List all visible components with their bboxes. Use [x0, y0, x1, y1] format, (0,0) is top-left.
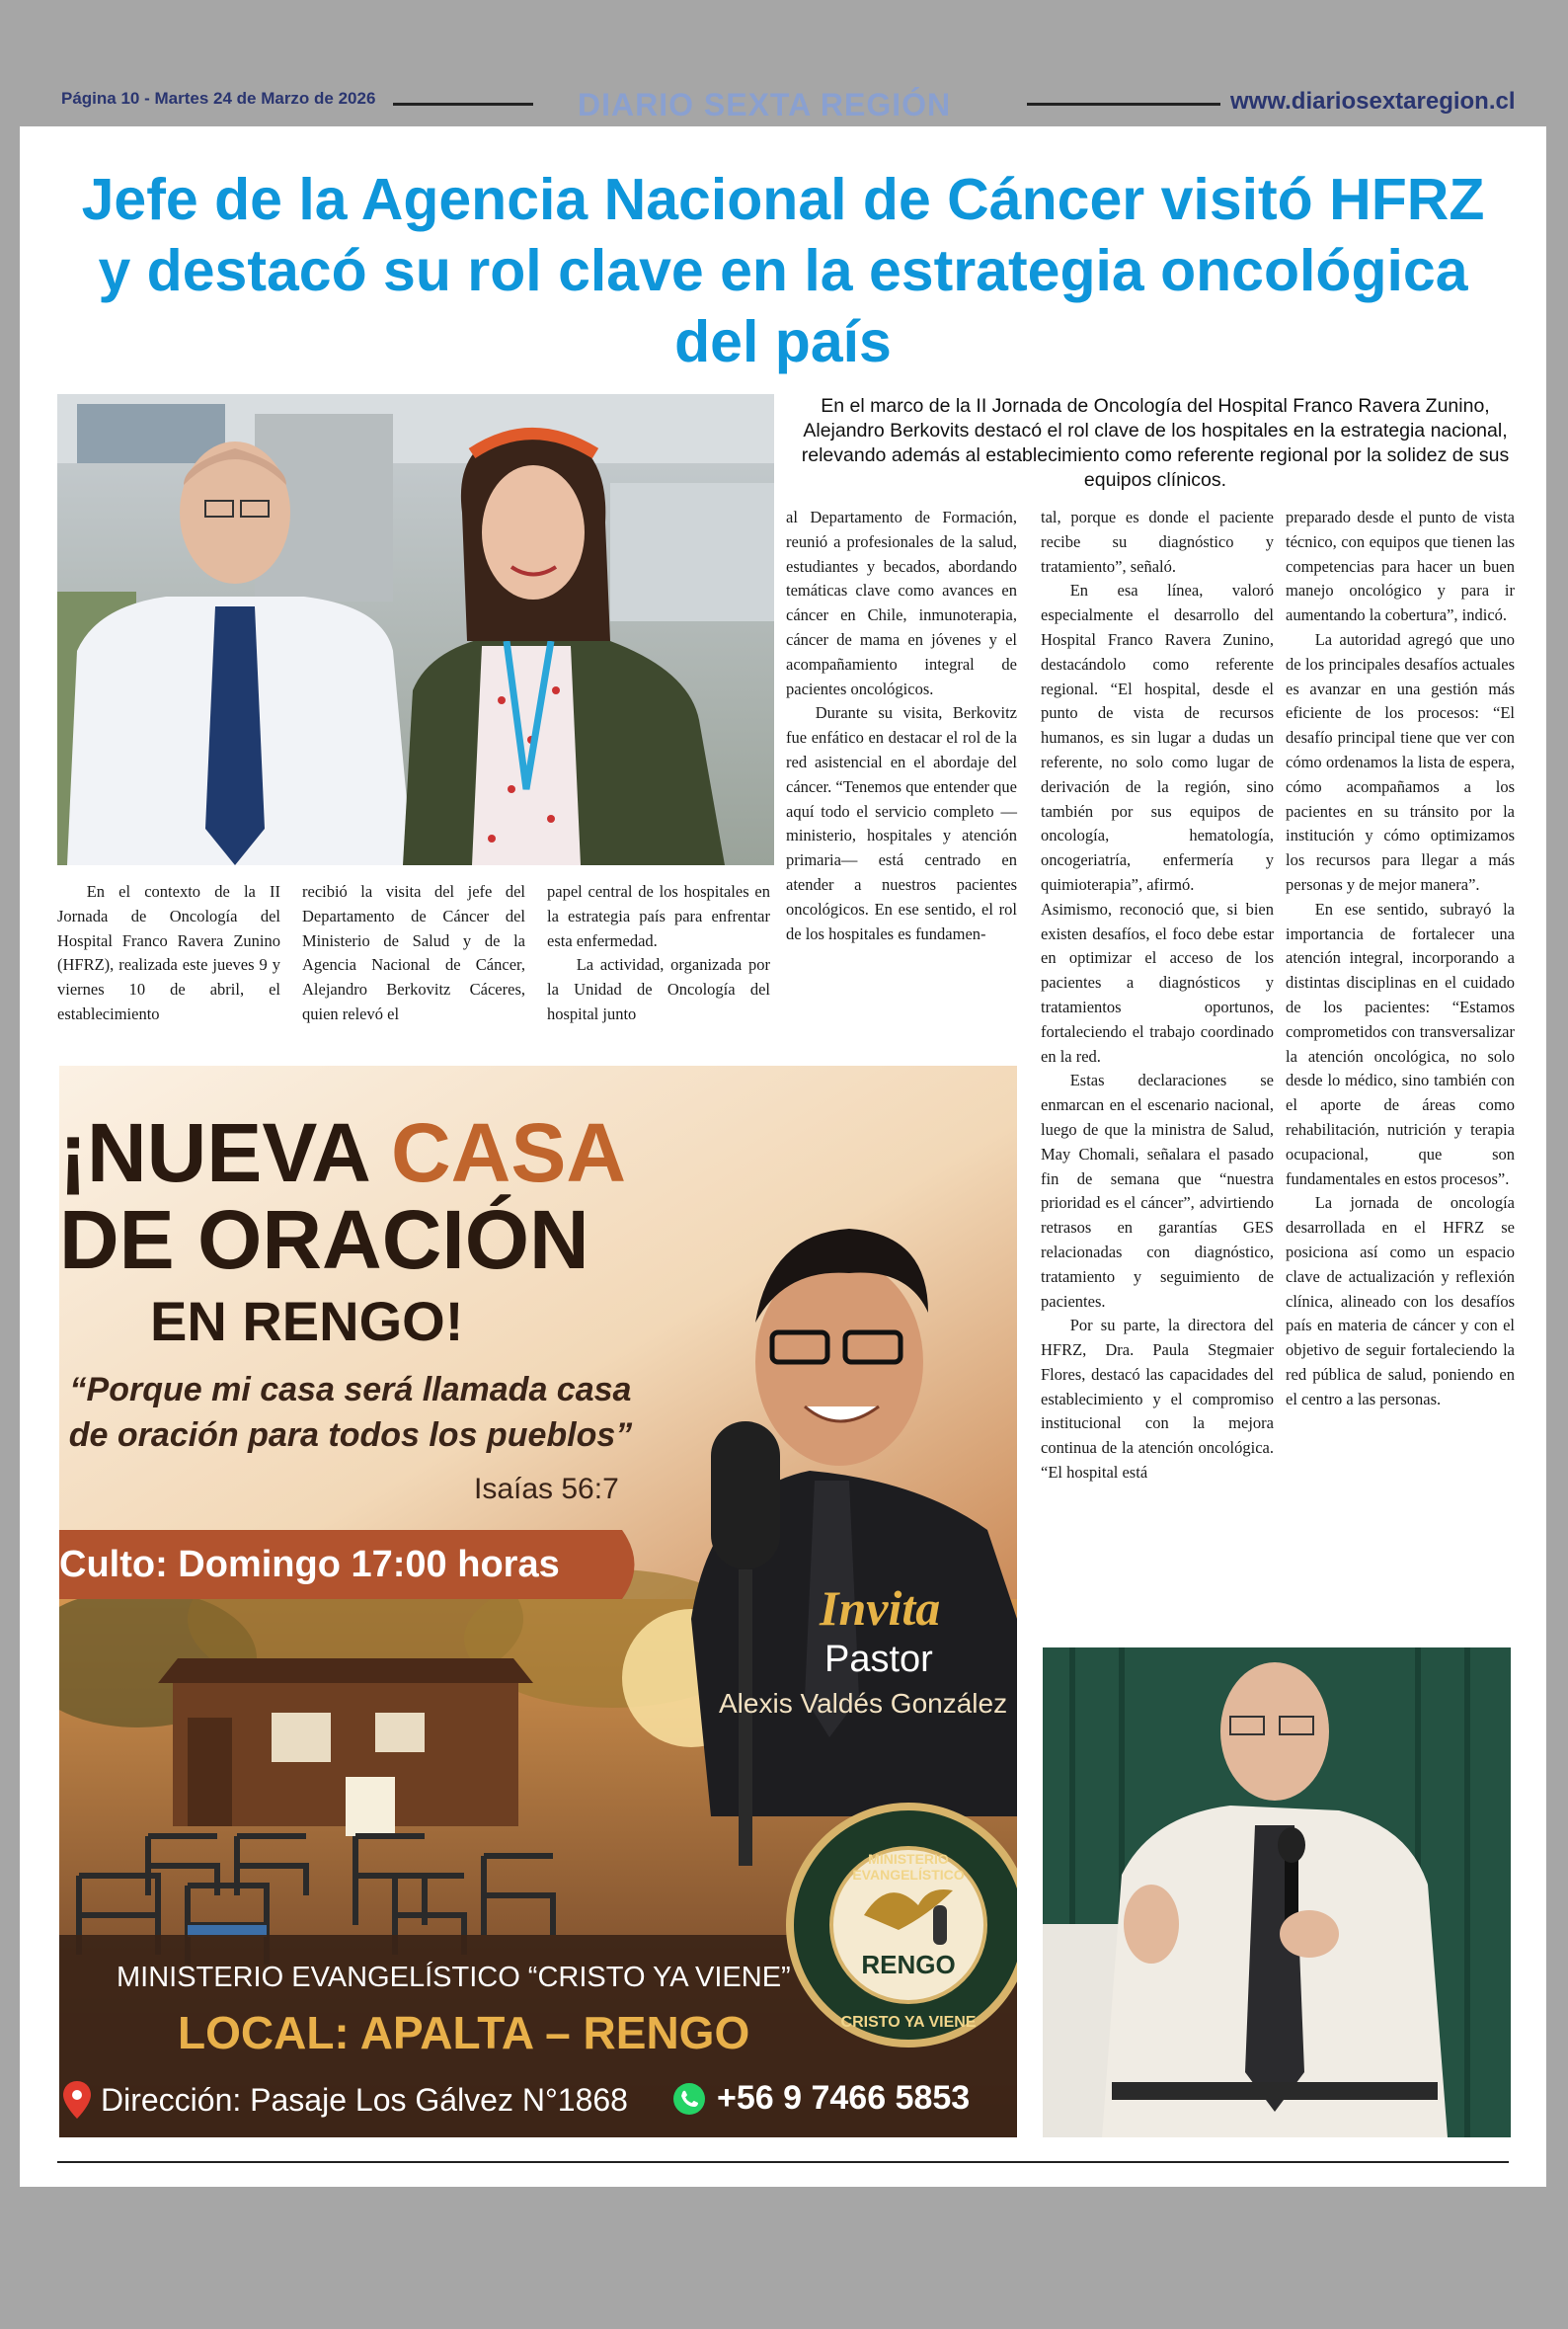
- article-paragraph: recibió la visita del jefe del Departamento de Cáncer del Ministerio de Salud y de la Agencia Nacional de Cáncer, Alejandro Berkovitz Cáceres, quien relevó el: [302, 882, 525, 1023]
- ad-invite: Invita: [820, 1580, 941, 1636]
- article-paragraph: Asimismo, reconoció que, si bien existen desafíos, el foco debe estar en optimizar el acceso de los pacientes a diagnósticos y tratamientos oportunos, fortaleciendo el trabajo coordinado en la red.: [1041, 899, 1274, 1066]
- ad-bible-verse: Isaías 56:7: [474, 1473, 619, 1505]
- ad-pastor-name: Alexis Valdés González: [719, 1688, 1008, 1719]
- ad-seal-top: MINISTERIO EVANGELÍSTICO: [852, 1851, 965, 1883]
- article-paragraph: En el contexto de la II Jornada de Oncología del Hospital Franco Ravera Zunino (HFRZ), realizada este jueves 9 y viernes 10 de abril, el establecimiento: [57, 882, 280, 1023]
- article-paragraph: al Departamento de Formación, reunió a profesionales de la salud, estudiantes y becados, abordando temáticas clave como avances en cáncer en Chile, inmunoterapia, cáncer de mama en jóvenes y el acompañamiento integral de pacientes oncológicos.: [786, 508, 1017, 698]
- ad-address: Dirección: Pasaje Los Gálvez N°1868: [101, 2081, 628, 2118]
- article-column-4: [786, 506, 1017, 946]
- ad-title-accent: CASA: [391, 1106, 627, 1199]
- newspaper-header: [0, 0, 1568, 126]
- article-column-3: [547, 880, 770, 1027]
- ad-address-row: [63, 2081, 628, 2119]
- page-bottom-rule: [57, 2161, 1509, 2163]
- article-lead: En el marco de la II Jornada de Oncología del Hospital Franco Ravera Zunino, Alejandro Berkovits destacó el rol clave de los hospitales en la estrategia nacional, relevando además al establecimiento como referente regional por la solidez de sus equipos clínicos.: [801, 395, 1510, 491]
- article-paragraph: En esa línea, valoró especialmente el desarrollo del Hospital Franco Ravera Zunino, destacándolo como referente regional. “El hospital, desde el punto de vista de recursos humanos, es sin lugar a dudas un referente, no solo como lugar de derivación de la región, sino también por sus equipos de oncología, hematología, oncogeriatría, enfermería y quimioterapia”, afirmó.: [1041, 581, 1274, 894]
- page-date: Página 10 - Martes 24 de Marzo de 2026: [61, 89, 376, 108]
- article-photo-visit: [57, 394, 774, 865]
- ad-pastor-title: Pastor: [824, 1639, 933, 1680]
- article-paragraph: preparado desde el punto de vista técnico, con equipos que tienen las competencias para hacer un buen manejo oncológico y para ir aumentando la cobertura”, indicó.: [1286, 508, 1515, 625]
- article-paragraph: La jornada de oncología desarrollada en el HFRZ se posiciona así como un espacio clave de actualización y reflexión clínica, alineado con los desafíos país en materia de cáncer y con el objetivo de seguir fortaleciendo la red pública de salud, poniendo en el centro a las personas.: [1286, 1193, 1515, 1408]
- ad-ministry: MINISTERIO EVANGELÍSTICO “CRISTO YA VIENE”: [117, 1962, 791, 1993]
- article-paragraph: Estas declaraciones se enmarcan en el escenario nacional, luego de que la ministra de Salud, May Chomali, señalara el pasado fin de semana que “nuestra prioridad es el cáncer”, advirtiendo retrasos en garantías GES relacionadas con diagnóstico, tratamiento y seguimiento de pacientes.: [1041, 1071, 1274, 1311]
- advertisement: [59, 1066, 1017, 2137]
- whatsapp-icon: [671, 2081, 707, 2117]
- article-photo-speaker: [1043, 1647, 1511, 2137]
- article-paragraph: Por su parte, la directora del HFRZ, Dra. Paula Stegmaier Flores, destacó las capacidades del establecimiento y el compromiso institucional con la mejora continua de la atención oncológica. “El hospital está: [1041, 1316, 1274, 1483]
- ad-location: LOCAL: APALTA – RENGO: [178, 2007, 750, 2058]
- newspaper-url[interactable]: www.diariosextaregion.cl: [1230, 88, 1516, 115]
- article-headline: Jefe de la Agencia Nacional de Cáncer visitó HFRZ y destacó su rol clave en la estrategia oncológica del país: [81, 167, 1485, 374]
- location-pin-icon: [63, 2081, 91, 2119]
- ad-seal-bottom: CRISTO YA VIENE: [840, 2014, 977, 2031]
- ad-service-time: Culto: Domingo 17:00 horas: [59, 1544, 560, 1585]
- ad-phone-row: [671, 2079, 970, 2118]
- article-column-2: [302, 880, 525, 1027]
- article-paragraph: La autoridad agregó que uno de los principales desafíos actuales es avanzar en una gestión más eficiente de los procesos: “El desafío principal tiene que ver con cómo ordenamos la lista de espera, cómo acompañamos a los pacientes en su tránsito por la institución y cómo optimizamos los recursos para llegar a más personas y de mejor manera”.: [1286, 629, 1515, 894]
- newspaper-name: DIARIO SEXTA REGIÓN: [578, 87, 952, 122]
- article-paragraph: Durante su visita, Berkovitz fue enfático en destacar el rol de la red asistencial en el abordaje del cáncer. “Tenemos que entender que aquí todo el servicio completo —ministerio, hospitales y atención primaria— está centrado en atender a nuestros pacientes oncológicos. En ese sentido, el rol de los hospitales es fundamen-: [786, 703, 1017, 943]
- ad-title-line3: EN RENGO!: [150, 1290, 464, 1352]
- ad-title-line1: [59, 1105, 626, 1201]
- article-paragraph: tal, porque es donde el paciente recibe su diagnóstico y tratamiento”, señaló.: [1041, 508, 1274, 576]
- header-divider: [393, 103, 533, 106]
- article-column-5: [1041, 506, 1274, 1486]
- ad-seal-mid: RENGO: [861, 1950, 956, 1979]
- ad-phone[interactable]: +56 9 7466 5853: [717, 2079, 971, 2117]
- article-paragraph: papel central de los hospitales en la estrategia país para enfrentar esta enfermedad.: [547, 882, 770, 950]
- ad-bible-quote: “Porque mi casa será llamada casa de oración para todos los pueblos”: [68, 1371, 633, 1454]
- newspaper-page: [20, 126, 1546, 2187]
- article-paragraph: La actividad, organizada por la Unidad de Oncología del hospital junto: [547, 955, 770, 1023]
- article-column-6: [1286, 506, 1515, 1411]
- ad-title-line2: DE ORACIÓN: [59, 1193, 589, 1286]
- header-divider: [1027, 103, 1220, 106]
- ad-title-part: ¡NUEVA: [59, 1106, 391, 1199]
- article-paragraph: En ese sentido, subrayó la importancia de fortalecer una atención integral, incorporando a distintas disciplinas en el cuidado de los pacientes: “Estamos comprometidos con transversalizar la atención oncológica, no solo desde lo médico, sino también con el aporte de áreas como rehabilitación, nutrición y terapia ocupacional, que son fundamentales en estos procesos”.: [1286, 899, 1515, 1188]
- article-column-1: [57, 880, 280, 1027]
